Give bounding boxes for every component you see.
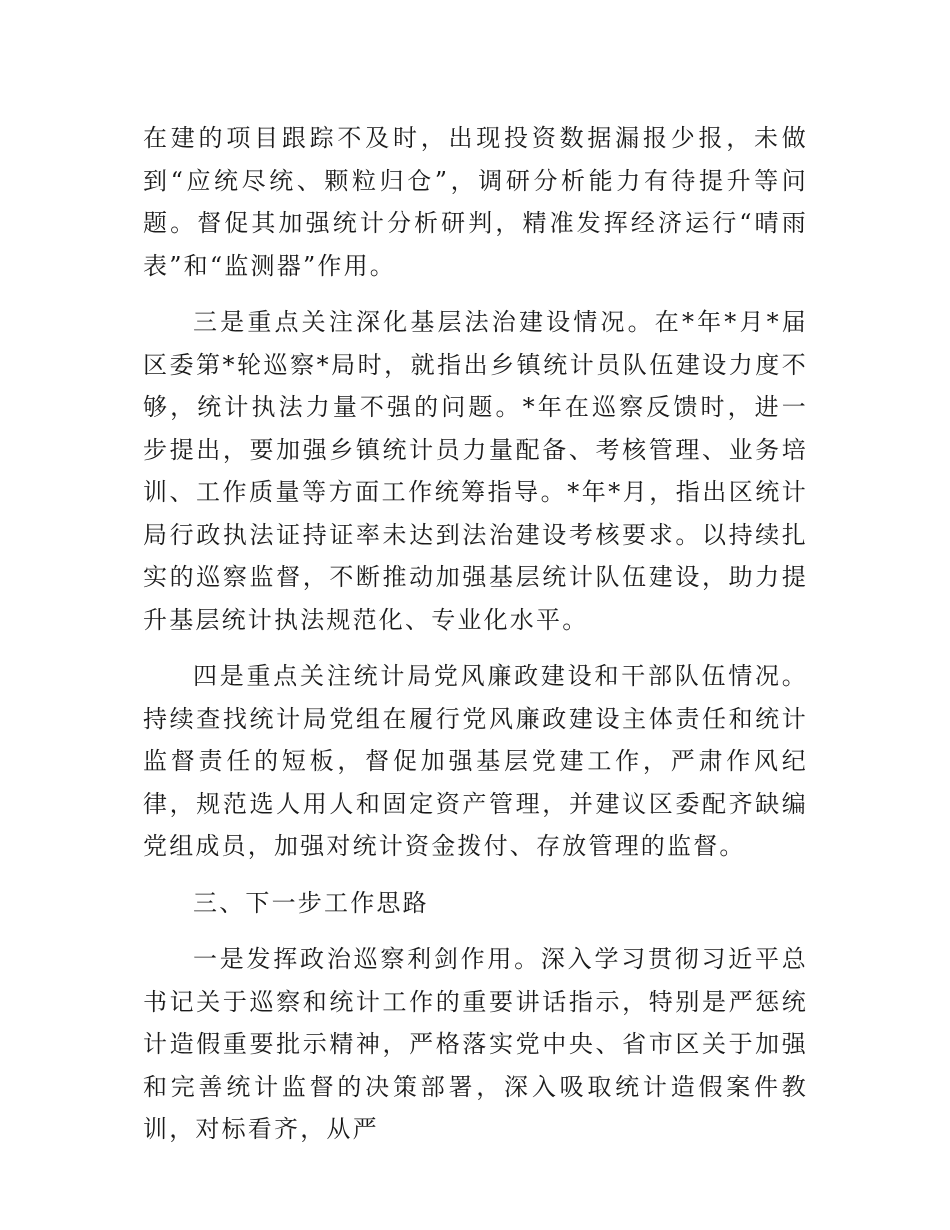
- section-heading-next-steps: 三、下一步工作思路: [193, 888, 429, 917]
- paragraph-rule-of-law: 三是重点关注深化基层法治建设情况。在*年*月*届区委第*轮巡察*局时，就指出乡镇统计员队伍建设力度不够，统计执法力量不强的问题。*年在巡察反馈时，进一步提出，要加强乡镇统计员力量配备、考核管理、业务培训、工作质量等方面工作统筹指导。*年*月，指出区统计局行政执法证持证率未达到法治建设考核要求。以持续扎实的巡察监督，不断推动加强基层统计队伍建设，助力提升基层统计执法规范化、专业化水平。: [143, 308, 808, 634]
- paragraph-project-tracking: 在建的项目跟踪不及时，出现投资数据漏报少报，未做到“应统尽统、颗粒归仓”，调研分析能力有待提升等问题。督促其加强统计分析研判，精准发挥经济运行“晴雨表”和“监测器”作用。: [143, 124, 808, 280]
- paragraph-party-conduct: 四是重点关注统计局党风廉政建设和干部队伍情况。持续查找统计局党组在履行党风廉政建设主体责任和统计监督责任的短板，督促加强基层党建工作，严肃作风纪律，规范选人用人和固定资产管理，并建议区委配齐缺编党组成员，加强对统计资金拨付、存放管理的监督。: [143, 662, 808, 860]
- paragraph-political-inspection: 一是发挥政治巡察利剑作用。深入学习贯彻习近平总书记关于巡察和统计工作的重要讲话指示，特别是严惩统计造假重要批示精神，严格落实党中央、省市区关于加强和完善统计监督的决策部署，深入吸取统计造假案件教训，对标看齐，从严: [143, 945, 808, 1143]
- document-body: [143, 117, 808, 1151]
